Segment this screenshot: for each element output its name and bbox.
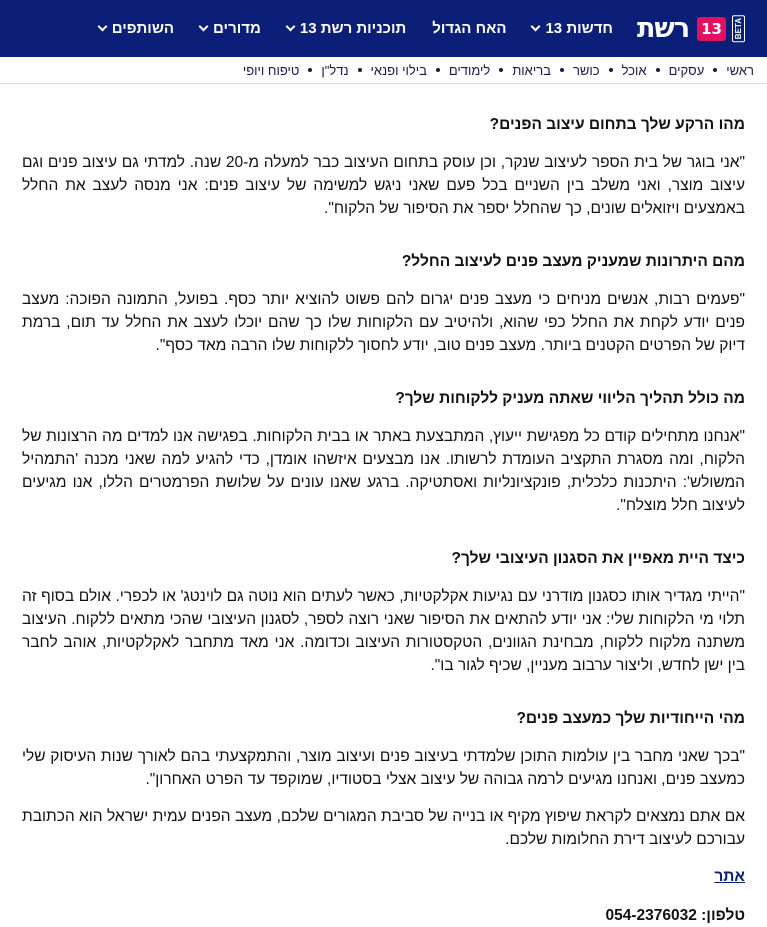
separator-dot [713,68,717,72]
subnav-item-food[interactable]: אוכל [621,62,647,78]
nav-label: השותפים [111,20,175,37]
nav-item-news13[interactable] [532,20,612,37]
logo-number: 13 [697,17,726,41]
nav-item-sections[interactable] [200,20,261,37]
separator-dot [656,68,660,72]
interview-question: מה כולל תהליך הליווי שאתה מעניק ללקוחות שלך? [395,390,745,407]
chevron-down-icon [285,22,295,32]
chevron-down-icon [97,22,107,32]
separator-dot [436,68,440,72]
subnav-item-beauty[interactable]: טיפוח ויופי [242,62,300,78]
site-logo[interactable] [637,13,747,44]
chevron-down-icon [531,22,541,32]
logo-text: רשת [636,13,690,44]
subnav-item-fitness[interactable]: כושר [572,62,600,78]
subnav-item-real-estate[interactable]: נדל"ן [321,62,349,78]
beta-badge: BETA [732,15,745,42]
main-nav [99,20,613,37]
interview-question: מהו הרקע שלך בתחום עיצוב הפנים? [489,116,745,133]
top-navigation-bar [0,0,767,57]
separator-dot [609,68,613,72]
subnav-item-leisure[interactable]: בילוי ופנאי [370,62,427,78]
subnav-item-studies[interactable]: לימודים [448,62,491,78]
separator-dot [308,68,312,72]
separator-dot [560,68,564,72]
nav-label: האח הגדול [432,20,507,37]
interview-answer: "פעמים רבות, אנשים מניחים כי מעצב פנים יגרום להם פשוט להוציא יותר כסף. בפועל, התמונה הפוכה: מעצב פנים יודע לקחת את החלל כפי שהוא, ולהיטיב עם הלקוחות שלו כך שהם יוכלו לעצב את החלל עד תום, ברמת דיוק של הפרטים הקטנים ביותר. מעצב פנים טוב, יודע לחסוך ללקוחות שלו הרבה מאד כסף". [22,291,745,354]
article-body [0,84,767,927]
chevron-down-icon [199,22,209,32]
closing-paragraph: אם אתם נמצאים לקראת שיפוץ מקיף או בנייה של סביבת המגורים שלכם, מעצב הפנים עמית ישראל הוא הכתובת עבורכם לעיצוב דירת החלומות שלכם. [22,808,745,848]
phone-number: טלפון: 054-2376032 [605,907,745,924]
subnav-item-home[interactable]: ראשי [726,62,754,78]
nav-item-shows[interactable] [287,20,406,37]
nav-item-big-brother[interactable] [432,20,506,37]
category-subnav [0,57,767,84]
nav-label: מדורים [213,20,261,37]
website-link[interactable]: אתר [714,868,745,885]
separator-dot [499,68,503,72]
separator-dot [358,68,362,72]
nav-label: תוכניות רשת 13 [299,20,407,37]
interview-answer: "אנחנו מתחילים קודם כל מפגישת ייעוץ, המתבצעת באתר או בבית הלקוחות. בפגישה אנו למדים מה הרצונות של הלקוח, ומה מסגרת התקציב העומדת לרשותו. אנו מבצעים איזשהו אומדן, כדי להגיע למה שאני מכנה 'התמהיל המשולש': היתכנות כלכלית, פונקציונליות ואסתטיקה. ברגע שאנו עונים על שלושת הפרמטרים הללו, אנו מגיעים לעיצוב חלל מוצלח". [22,428,745,514]
interview-question: מהי הייחודיות שלך כמעצב פנים? [516,710,745,727]
interview-question: מהם היתרונות שמעניק מעצב פנים לעיצוב החלל? [401,253,745,270]
interview-answer: "הייתי מגדיר אותו כסגנון מודרני עם נגיעות אקלקטיות, כאשר לעתים הוא נוטה גם לוינטג' או לכפרי. אולם בסוף זה תלוי מי הלקוחות שלי: אני יודע להתאים את הסיפור שאני רוצה לספר, לסגנון העיצובי שהכי מתאים ללקוח. העיצוב משתנה מלקוח ללקוח, מבחינת הגוונים, הטקסטורות העיצוב וכדומה. אני מאד מתחבר לאקלקטיות, אוהב לחבר בין ישן לחדש, וליצור ערבוב מעניין, שכיף לגור בו". [22,588,745,674]
nav-item-partners[interactable] [99,20,174,37]
interview-answer: "אני בוגר של בית הספר לעיצוב שנקר, וכן עוסק בתחום העיצוב כבר למעלה מ-20 שנה. למדתי גם עיצוב פנים וגם עיצוב מוצר, ואני משלב בין השניים בכל פעם שאני ניגש למשימה של עיצוב פנים: אני מנסה לעצב את החלל באמצעים ויזואלים שונים, כך שהחלל יספר את הסיפור של הלקוח". [22,154,745,217]
interview-question: כיצד היית מאפיין את הסגנון העיצובי שלך? [451,550,745,567]
subnav-item-health[interactable]: בריאות [512,62,551,78]
subnav-item-business[interactable]: עסקים [668,62,705,78]
interview-answer: "בכך שאני מחבר בין עולמות התוכן שלמדתי בעיצוב פנים ועיצוב מוצר, והתמקצעתי בהם לאורך שנות העיסוק שלי כמעצב פנים, ואנחנו מגיעים לרמה גבוהה של עיצוב אצלי בסטודיו, שמוקפד עד הפרט האחרון". [22,748,745,788]
nav-label: חדשות 13 [545,20,613,37]
